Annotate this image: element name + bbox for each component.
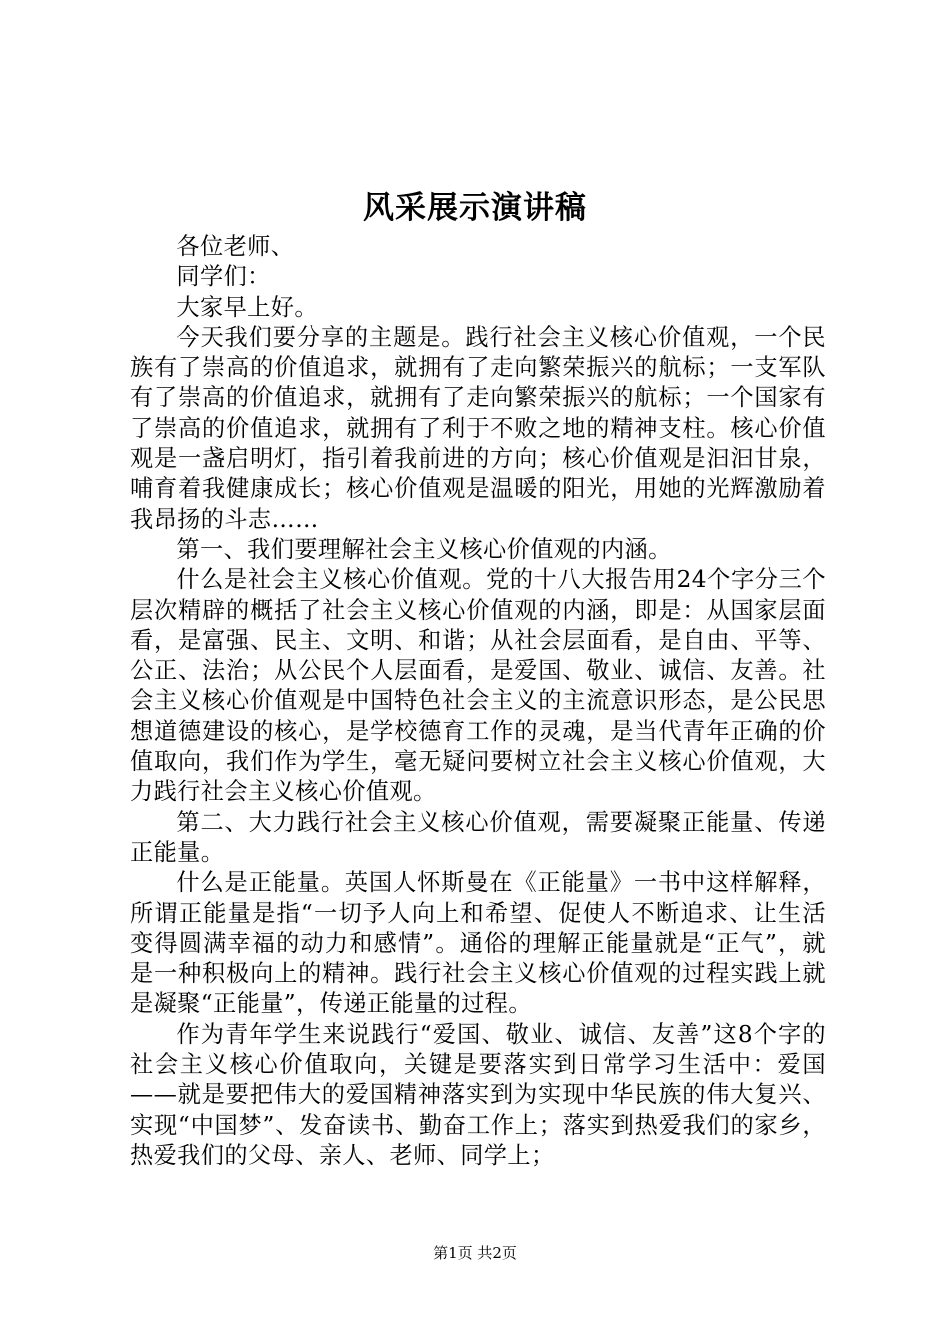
document-title: 风采展示演讲稿 (363, 190, 587, 226)
section-heading-second: 第二、大力践行社会主义核心价值观，需要凝聚正能量、传递正能量。 (130, 808, 826, 866)
section-heading-first: 第一、我们要理解社会主义核心价值观的内涵。 (176, 535, 672, 563)
page-number-footer: 第1页 共2页 (433, 1244, 517, 1262)
salutation-teachers: 各位老师、 (176, 233, 295, 260)
body-paragraph: 作为青年学生来说践行“爱国、敬业、诚信、友善”这8个字的社会主义核心价值取向，关键是要落实到日常学习生活中：爱国——就是要把伟大的爱国精神落实到为实现中华民族的伟大复兴、实现“中国梦”、发奋读书、勤奋工作上；落实到热爱我们的家乡，热爱我们的父母、亲人、老师、同学上； (130, 1020, 826, 1169)
salutation-students: 同学们： (176, 263, 271, 291)
body-paragraph: 什么是社会主义核心价值观。党的十八大报告用24个字分三个层次精辟的概括了社会主义核心价值观的内涵，即是：从国家层面看，是富强、民主、文明、和谐；从社会层面看，是自由、平等、公正、法治；从公民个人层面看，是爱国、敬业、诚信、友善。社会主义核心价值观是中国特色社会主义的主流意识形态，是公民思想道德建设的核心，是学校德育工作的灵魂，是当代青年正确的价值取向，我们作为学生，毫无疑问要树立社会主义核心价值观，大力践行社会主义核心价值观。 (130, 566, 826, 806)
greeting: 大家早上好。 (176, 293, 318, 321)
body-paragraph: 今天我们要分享的主题是。践行社会主义核心价值观，一个民族有了崇高的价值追求，就拥有了走向繁荣振兴的航标；一支军队有了崇高的价值追求，就拥有了走向繁荣振兴的航标；一个国家有了崇高的价值追求，就拥有了利于不败之地的精神支柱。核心价值观是一盏启明灯，指引着我前进的方向；核心价值观是汩汩甘泉，哺育着我健康成长；核心价值观是温暖的阳光，用她的光辉激励着我昂扬的斗志…… (130, 323, 826, 533)
body-paragraph: 什么是正能量。英国人怀斯曼在《正能量》一书中这样解释，所谓正能量是指“一切予人向上和希望、促使人不断追求、让生活变得圆满幸福的动力和感情”。通俗的理解正能量就是“正气”，就是一种积极向上的精神。践行社会主义核心价值观的过程实践上就是凝聚“正能量”，传递正能量的过程。 (130, 869, 826, 1018)
document-body (130, 232, 826, 1171)
